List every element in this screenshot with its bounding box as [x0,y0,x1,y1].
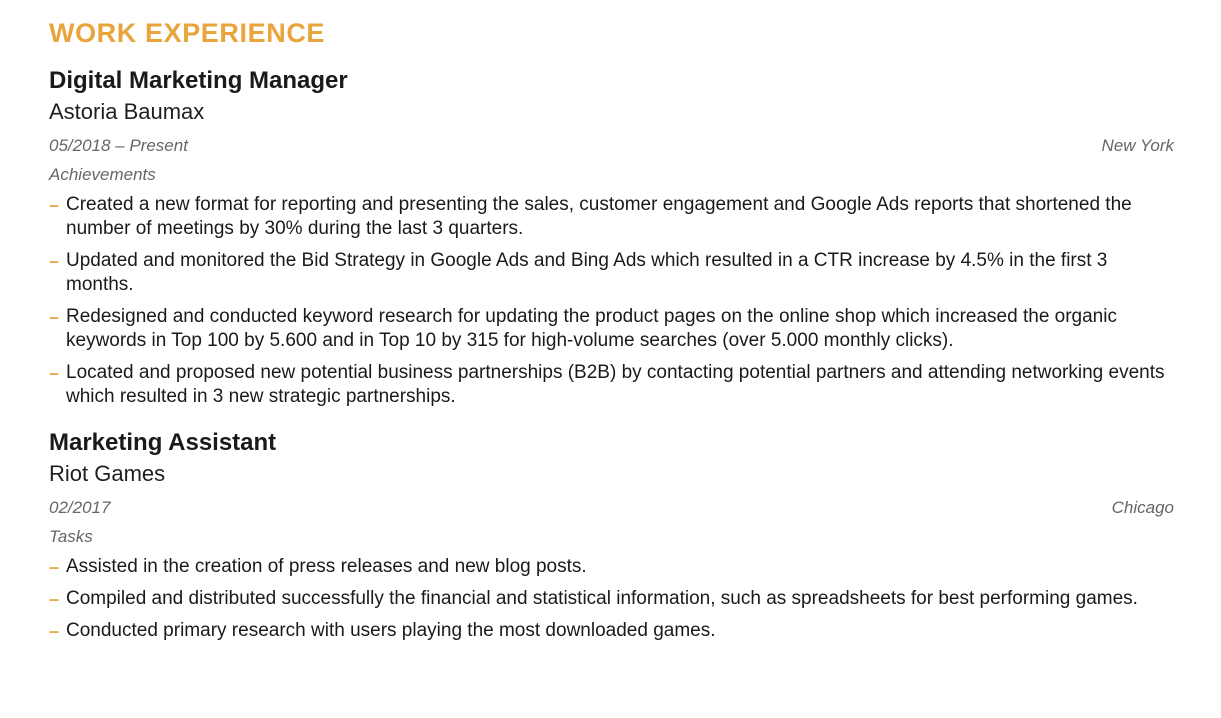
company-name: Riot Games [49,461,166,486]
job-title: Marketing Assistant [49,429,277,456]
bullet-item [49,587,1174,611]
experience-entry [49,428,1174,643]
bullets-subheading: Tasks [49,527,93,546]
meta-row [49,135,1174,157]
experience-entry [49,66,1174,409]
bullet-dash-icon: – [49,363,60,383]
bullet-text: Redesigned and conducted keyword research for updating the product pages on the online shop which increased the organic keywords in Top 100 by 5.600 and in Top 10 by 315 for high-volume searches (over 5.000 monthly clicks). [66,306,1117,351]
bullet-dash-icon: – [49,589,60,609]
bullet-item [49,555,1174,579]
bullet-item [49,249,1174,297]
bullet-dash-icon: – [49,307,60,327]
bullet-dash-icon: – [49,251,60,271]
job-location: New York [1101,136,1174,155]
bullet-list [49,193,1174,409]
bullet-dash-icon: – [49,195,60,215]
job-period: 02/2017 [49,498,111,517]
bullets-subheading: Achievements [49,165,156,184]
bullet-text: Compiled and distributed successfully the financial and statistical information, such as spreadsheets for best performing games. [66,588,1138,609]
job-location: Chicago [1111,498,1174,517]
company-name: Astoria Baumax [49,99,205,124]
bullet-item [49,619,1174,643]
bullet-text: Located and proposed new potential business partnerships (B2B) by contacting potential partners and attending networking events which resulted in 3 new strategic partnerships. [66,362,1165,407]
bullet-list [49,555,1174,643]
job-period: 05/2018 – Present [49,136,188,155]
bullet-text: Assisted in the creation of press releases and new blog posts. [66,556,587,577]
bullet-item [49,193,1174,241]
bullet-item [49,305,1174,353]
bullet-text: Conducted primary research with users playing the most downloaded games. [66,620,716,641]
bullet-text: Updated and monitored the Bid Strategy in Google Ads and Bing Ads which resulted in a CTR increase by 4.5% in the first 3 months. [66,250,1108,295]
section-title: WORK EXPERIENCE [49,18,326,48]
meta-row [49,497,1174,519]
bullet-dash-icon: – [49,621,60,641]
bullet-text: Created a new format for reporting and presenting the sales, customer engagement and Google Ads reports that shortened the number of meetings by 30% during the last 3 quarters. [66,194,1132,239]
bullet-item [49,361,1174,409]
job-title: Digital Marketing Manager [49,67,348,94]
bullet-dash-icon: – [49,557,60,577]
